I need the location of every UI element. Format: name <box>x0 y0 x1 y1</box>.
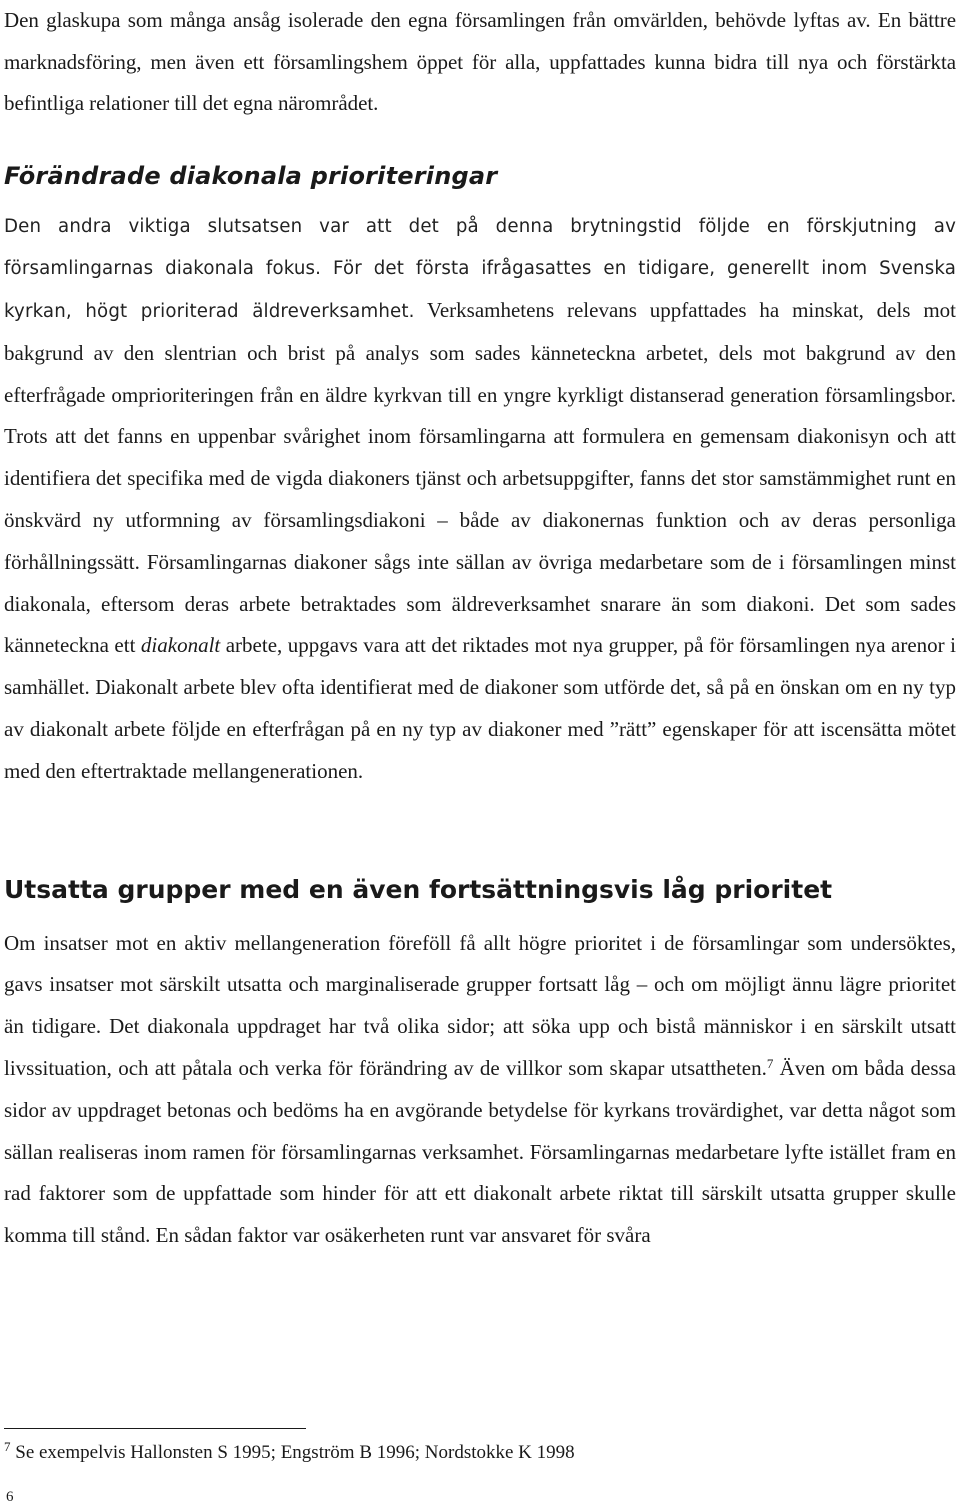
footnote-divider <box>4 1428 306 1429</box>
section2-paragraph <box>4 923 956 1257</box>
section-heading-diakonala-prioriteringar: Förändrade diakonala prioriteringar <box>4 161 498 190</box>
section1-text-4: arbete, uppgavs vara att det riktades mot nya grupper, på för församlingen nya arenor i samhället. Diakonalt arbete blev ofta identifierat med de diakoner som utförde det, så på en önskan om en ny typ av diakonalt arbete följde en efterfrågan på en ny typ av diakoner med ”rätt” egenskaper för att iscensätta mötet med den eftertraktade mellangenerationen. <box>4 633 957 783</box>
section1-lead: Den andra viktiga slutsatsen var att det på denna brytningstid följde en förskjutning av församlingarnas diakonala fokus. <box>4 215 956 280</box>
section1-text-1: För det första ifrågasattes en tidigare, generellt inom Svenska kyrkan, högt prioriterad äldreverksamhet. <box>4 258 957 323</box>
section1-italic-word: diakonalt <box>140 633 221 658</box>
page-number: 6 <box>6 1489 14 1505</box>
footnote <box>4 1440 575 1466</box>
footnote-text: Se exempelvis Hallonsten S 1995; Engström B 1996; Nordstokke K 1998 <box>10 1442 575 1463</box>
intro-paragraph: Den glaskupa som många ansåg isolerade den egna församlingen från omvärlden, behövde lyftas av. En bättre marknadsföring, men även ett församlingshem öppet för alla, uppfattades kunna bidra till nya och förstärkta befintliga relationer till det egna närområdet. <box>4 8 956 115</box>
section1-text-2: Verksamhetens relevans uppfattades ha minskat, dels mot bakgrund av den slentrian och brist på analys som sades känneteckna arbetet, dels mot bakgrund av den efterfrågade omprioriteringen från en äldre kyrkvan till en yngre kyrkligt distanserad generation församlingsbor. <box>4 298 956 407</box>
section1-paragraph <box>4 205 956 793</box>
section2-text-1: Om insatser mot en aktiv mellangeneration föreföll få allt högre prioritet i de församlingar som undersöktes, gavs insatser mot särskilt utsatta och marginaliserade grupper fortsatt låg – och om möjligt ännu lägre prioritet än tidigare. Det diakonala uppdraget har två olika sidor; att söka upp och bistå människor i en särskilt utsatt livssituation, och att påtala och verka för förändring av de villkor som skapar utsattheten. <box>4 930 956 1081</box>
section1-text-3: Trots att det fanns en uppenbar svårighet inom församlingarna att formulera en gemensam diakonisyn och att identifiera det specifika med de vigda diakoners tjänst och arbetsuppgifter, fanns det stor samstämmighet runt en önskvärd ny utformning av församlingsdiakoni – både av diakonernas funktion och av deras personliga förhållningssätt. Församlingarnas diakoner sågs inte sällan av övriga medarbetare som de i församlingen minst diakonala, eftersom deras arbete betraktades som äldreverksamhet snarare än som diakoni. Det som sades känneteckna ett <box>4 424 956 658</box>
section-heading-utsatta-grupper: Utsatta grupper med en även fortsättningsvis låg prioritet <box>4 874 833 904</box>
section2-text-2: Även om båda dessa sidor av uppdraget betonas och bedöms ha en avgörande betydelse för kyrkans trovärdighet, var detta något som sällan realiseras inom ramen för församlingarnas verksamhet. Församlingarnas medarbetare lyfte istället fram en rad faktorer som de uppfattade som hinder för att ett diakonalt arbete riktat till särskilt utsatta grupper skulle komma till stånd. En sådan faktor var osäkerheten runt var ansvaret för svåra <box>4 1056 956 1248</box>
footnote-reference[interactable]: 7 <box>766 1056 774 1072</box>
footnote-number: 7 <box>4 1439 11 1454</box>
